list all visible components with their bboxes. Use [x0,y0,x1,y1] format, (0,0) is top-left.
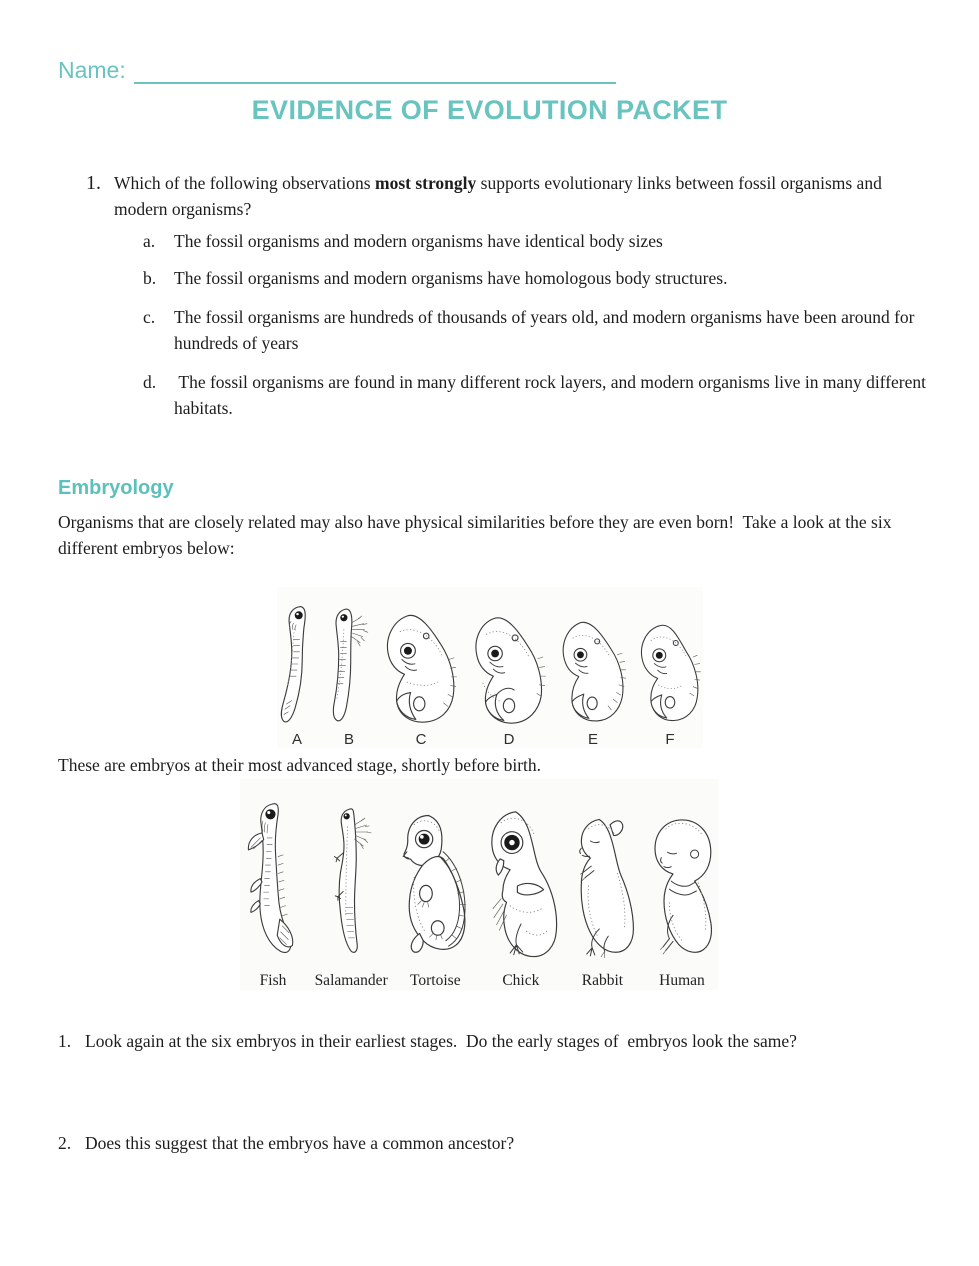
early-embryo-e-label: E [587,731,598,748]
question-1-text-suffix: supports evolutionary links between fossil organisms and modern organisms? [114,173,887,219]
early-embryo-f-label: F [665,731,675,748]
question-1-text-bold: most strongly [375,173,477,193]
embryo-question-1 [58,1028,979,1054]
embryo-question-2-number: 2. [58,1133,72,1153]
question-1 [86,170,922,222]
tortoise-label: Tortoise [410,972,461,989]
advanced-stage-caption: These are embryos at their most advanced stage, shortly before birth. [58,755,542,775]
name-row [58,57,979,84]
embryology-heading: Embryology [58,477,174,499]
early-embryo-b-label: B [343,731,354,748]
option-b-text: The fossil organisms and modern organisms have homologous body structures. [174,268,728,288]
option-b-letter: b. [143,268,157,288]
question-1-number: 1. [86,172,101,194]
tortoise-embryo-drawing [396,798,474,970]
option-c [143,304,929,356]
rabbit-embryo-drawing [567,808,637,970]
embryo-question-2 [58,1130,979,1156]
option-c-text: The fossil organisms are hundreds of thousands of years old, and modern organisms have been around for hundreds of years [174,307,919,353]
early-embryo-b [325,598,373,748]
chick-embryo [483,802,559,990]
human-embryo-drawing [646,812,718,970]
option-d-letter: d. [143,372,157,392]
early-embryo-c-label: C [415,731,427,748]
rabbit-label: Rabbit [581,972,624,989]
question-1-text-prefix: Which of the following observations [114,173,375,193]
early-embryo-f-drawing [637,612,703,730]
salamander-label: Salamander [314,972,388,989]
question-1-text [114,170,918,222]
question-1-options [143,228,929,421]
early-embryo-c-drawing [381,602,461,730]
human-embryo [646,812,718,990]
early-embryo-b-drawing [325,598,373,730]
fish-embryo [240,788,306,990]
name-blank-line [134,58,616,84]
fish-label: Fish [259,972,287,989]
name-label: Name: [58,57,126,83]
embryology-intro: Organisms that are closely related may also have physical similarities before they are even born! Take a look at the six different embryos below: [58,512,896,558]
early-embryo-e-drawing [557,608,629,730]
option-c-letter: c. [143,307,156,327]
early-embryo-a [277,598,317,748]
early-embryo-d [469,604,549,748]
early-embryo-a-label: A [291,731,302,748]
human-label: Human [659,972,705,989]
option-d-text: The fossil organisms are found in many different rock layers, and modern organisms live in many different habitats. [174,372,931,418]
early-embryo-d-drawing [469,604,549,730]
page-title: EVIDENCE OF EVOLUTION PACKET [251,95,728,125]
salamander-embryo-drawing [323,792,379,970]
option-b [143,265,929,291]
fish-embryo-drawing [240,788,306,970]
early-embryos-figure [277,587,703,748]
early-embryo-f [637,612,703,748]
rabbit-embryo [567,808,637,990]
embryo-question-2-text: Does this suggest that the embryos have a common ancestor? [85,1133,515,1153]
option-a-letter: a. [143,231,156,251]
embryo-question-1-text: Look again at the six embryos in their earliest stages. Do the early stages of embryos look the same? [85,1031,797,1051]
option-a [143,228,929,254]
early-embryo-c [381,602,461,748]
chick-embryo-drawing [483,802,559,970]
salamander-embryo [315,792,388,990]
early-embryo-e [557,608,629,748]
option-a-text: The fossil organisms and modern organisms have identical body sizes [174,231,663,251]
embryo-question-1-number: 1. [58,1031,72,1051]
early-embryo-a-drawing [277,598,317,730]
early-embryo-d-label: D [503,731,515,748]
chick-label: Chick [502,972,540,989]
advanced-embryos-figure [240,779,718,990]
option-d [143,369,929,421]
tortoise-embryo [396,798,474,990]
